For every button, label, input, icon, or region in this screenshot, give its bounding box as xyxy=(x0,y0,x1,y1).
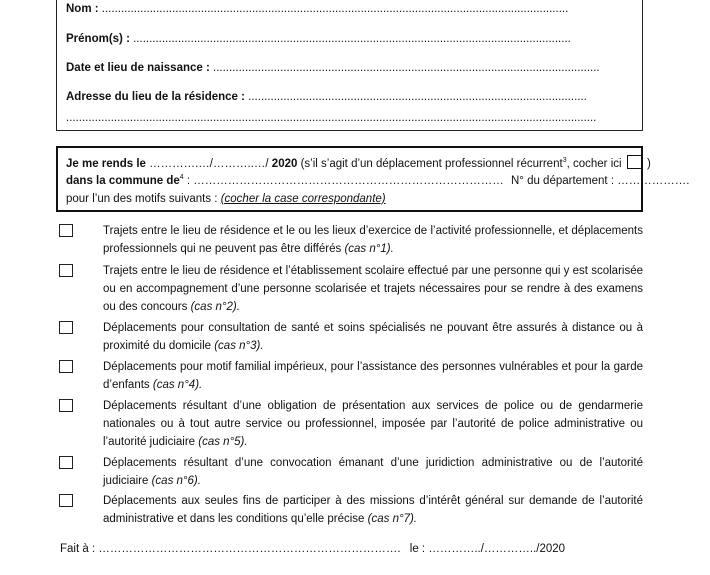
motifs-instruction: (cocher la case correspondante) xyxy=(220,193,386,205)
motif-3 xyxy=(103,319,643,355)
fait-input[interactable]: ……………………………………………………………………. xyxy=(98,543,401,555)
nom-field[interactable] xyxy=(66,3,568,15)
adresse-field[interactable] xyxy=(66,91,587,103)
motif-4-cas: (cas n°4). xyxy=(152,379,203,391)
motif-7-text: Déplacements aux seules fins de participer à des missions d’intérêt général sur demande de l’autorité administrative et dans les conditions qu’elle précise xyxy=(103,495,643,525)
motif-3-cas: (cas n°3). xyxy=(214,340,264,352)
commune-line xyxy=(66,175,689,187)
adresse-line-2[interactable]: ...................................................................................................................................................................... xyxy=(66,112,597,124)
departement-field[interactable]: N° du département : ………………. xyxy=(510,175,690,187)
motif-3-text: Déplacements pour consultation de santé et soins spécialisés ne pouvant être assurés à distance ou à proximité du domicile xyxy=(103,322,643,352)
motif-5-text: Déplacements résultant d’une obligation de présentation aux services de police ou de gendarmerie nationales ou à tout autre service ou professionnel, imposée par l’autorité de police administrative ou l’autorité judiciaire xyxy=(103,400,643,448)
motif-6-checkbox[interactable] xyxy=(59,456,73,469)
motif-2-text: Trajets entre le lieu de résidence et l’établissement scolaire effectué par une personne qui y est scolarisée ou en accompagnement d’une personne scolarisée et trajets nécessaires pour se rendre à des examens ou des concours xyxy=(103,265,643,313)
motif-1-cas: (cas n°1). xyxy=(344,243,394,255)
motif-7-cas: (cas n°7). xyxy=(367,513,417,525)
rends-label: Je me rends le xyxy=(66,158,146,170)
naissance-field[interactable] xyxy=(66,62,600,74)
recurrent-text: (s’il s’agit d’un déplacement professionnel récurrent xyxy=(300,158,563,170)
motif-4-checkbox[interactable] xyxy=(59,360,73,373)
motif-5-checkbox[interactable] xyxy=(59,399,73,412)
signature-line xyxy=(60,543,565,555)
motif-6-text: Déplacements résultant d’une convocation émanant d’une juridiction administrative ou de l’autorité judiciaire xyxy=(103,457,643,487)
recurrent-checkbox[interactable] xyxy=(627,155,642,169)
commune-input[interactable]: : ……………………………………………………………………… xyxy=(186,175,504,187)
commune-label: dans la commune de xyxy=(66,175,180,187)
motifs-intro-line xyxy=(66,193,386,205)
motif-1-text: Trajets entre le lieu de résidence et le ou les lieux d’exercice de l’activité professionnelle, et déplacements professionnels qui ne peuvent pas être différés xyxy=(103,225,643,255)
footnote-3: 3 xyxy=(562,157,567,165)
recurrent-end: , cocher ici xyxy=(566,158,622,170)
motif-1 xyxy=(103,222,643,258)
motif-1-checkbox[interactable] xyxy=(59,224,73,237)
naissance-input-line[interactable]: ......................................................................................................................... xyxy=(213,62,600,74)
prenom-field[interactable] xyxy=(66,33,571,45)
recurrent-close: ) xyxy=(646,158,651,170)
motif-3-checkbox[interactable] xyxy=(59,321,73,334)
motif-2-checkbox[interactable] xyxy=(59,264,73,277)
nom-label: Nom : xyxy=(66,3,99,15)
prenom-input-line[interactable]: ......................................................................................................................................... xyxy=(133,33,571,45)
motif-7 xyxy=(103,492,643,528)
motif-5-cas: (cas n°5). xyxy=(198,436,248,448)
motif-6 xyxy=(103,454,643,490)
motif-5 xyxy=(103,397,643,451)
motif-4-text: Déplacements pour motif familial impérieux, pour l’assistance des personnes vulnérables et pour la garde d’enfants xyxy=(103,361,643,391)
prenom-label: Prénom(s) : xyxy=(66,33,130,45)
date-line xyxy=(66,155,651,170)
fait-label: Fait à : xyxy=(60,543,96,555)
adresse-input-line[interactable]: .......................................................................................................... xyxy=(248,91,587,103)
adresse-label: Adresse du lieu de la résidence : xyxy=(66,91,245,103)
le-label: le : xyxy=(409,543,426,555)
le-date-input[interactable]: …………../…………../ xyxy=(428,543,540,555)
motif-4 xyxy=(103,358,643,394)
naissance-label: Date et lieu de naissance : xyxy=(66,62,210,74)
motif-7-checkbox[interactable] xyxy=(59,494,73,507)
footer-year: 2020 xyxy=(539,543,566,555)
year-label: 2020 xyxy=(271,158,298,170)
motif-2-cas: (cas n°2). xyxy=(190,301,240,313)
motif-6-cas: (cas n°6). xyxy=(151,475,201,487)
motif-2 xyxy=(103,262,643,316)
footnote-4: 4 xyxy=(179,174,184,182)
motifs-intro: pour l’un des motifs suivants : xyxy=(66,193,218,205)
nom-input-line[interactable]: .................................................................................................................................................. xyxy=(101,3,569,15)
date-input[interactable]: ………….…/………..…/ xyxy=(149,158,269,170)
